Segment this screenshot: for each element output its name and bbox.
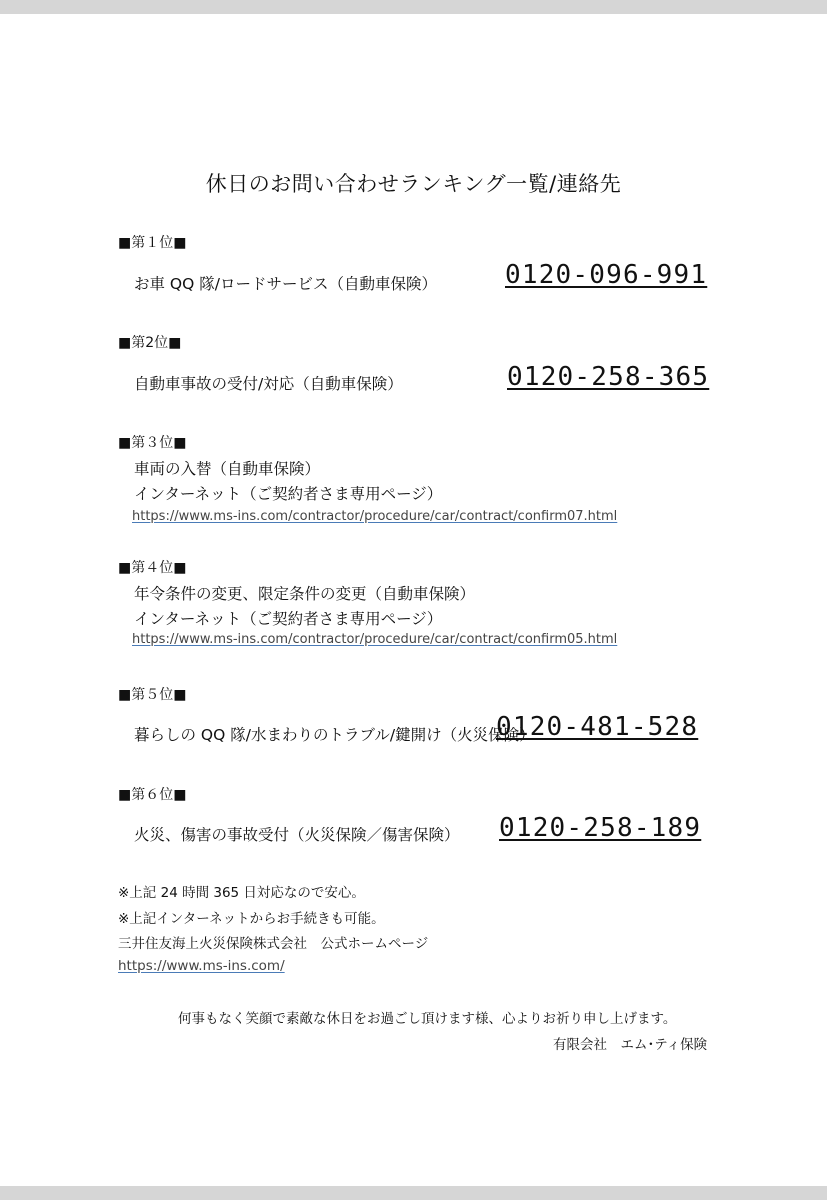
rank-4-web: インターネット（ご契約者さま専用ページ）	[134, 610, 443, 628]
rank-3-label: ■第３位■	[118, 435, 187, 451]
rank-3-url-link[interactable]: https://www.ms-ins.com/contractor/procedure/car/contract/confirm07.html	[132, 509, 618, 524]
rank-2-service: 自動車事故の受付/対応（自動車保険）	[134, 375, 403, 393]
rank-1-phone[interactable]: 0120-096-991	[505, 260, 708, 290]
document-page	[0, 14, 827, 1186]
rank-5-label: ■第５位■	[118, 687, 187, 703]
rank-1-label: ■第１位■	[118, 235, 187, 251]
rank-4-url-link[interactable]: https://www.ms-ins.com/contractor/procedure/car/contract/confirm05.html	[132, 632, 618, 647]
rank-6-service: 火災、傷害の事故受付（火災保険／傷害保険）	[134, 826, 460, 844]
rank-6-phone[interactable]: 0120-258-189	[499, 813, 702, 843]
page-title: 休日のお問い合わせランキング一覧/連絡先	[205, 172, 622, 196]
closing-message: 何事もなく笑顔で素敵な休日をお過ごし頂けます様、心よりお祈り申し上げます。	[178, 1011, 677, 1027]
rank-2-phone[interactable]: 0120-258-365	[507, 362, 710, 392]
rank-1-service: お車 QQ 隊/ロードサービス（自動車保険）	[134, 275, 437, 293]
homepage-url-link[interactable]: https://www.ms-ins.com/	[118, 958, 285, 974]
rank-4-service: 年令条件の変更、限定条件の変更（自動車保険）	[134, 585, 476, 603]
rank-3-service: 車両の入替（自動車保険）	[134, 460, 321, 478]
note-company-homepage: 三井住友海上火災保険株式会社 公式ホームページ	[118, 936, 429, 952]
rank-2-label: ■第2位■	[118, 335, 182, 351]
note-internet: ※上記インターネットからお手続きも可能。	[118, 911, 385, 927]
note-24h: ※上記 24 時間 365 日対応なので安心。	[118, 885, 365, 901]
company-signature: 有限会社 エム･ティ保険	[553, 1037, 708, 1053]
rank-6-label: ■第６位■	[118, 787, 187, 803]
rank-4-label: ■第４位■	[118, 560, 187, 576]
rank-5-phone[interactable]: 0120-481-528	[496, 712, 699, 742]
rank-3-web: インターネット（ご契約者さま専用ページ）	[134, 485, 443, 503]
rank-5-service: 暮らしの QQ 隊/水まわりのトラブル/鍵開け（火災保険）	[134, 726, 535, 744]
